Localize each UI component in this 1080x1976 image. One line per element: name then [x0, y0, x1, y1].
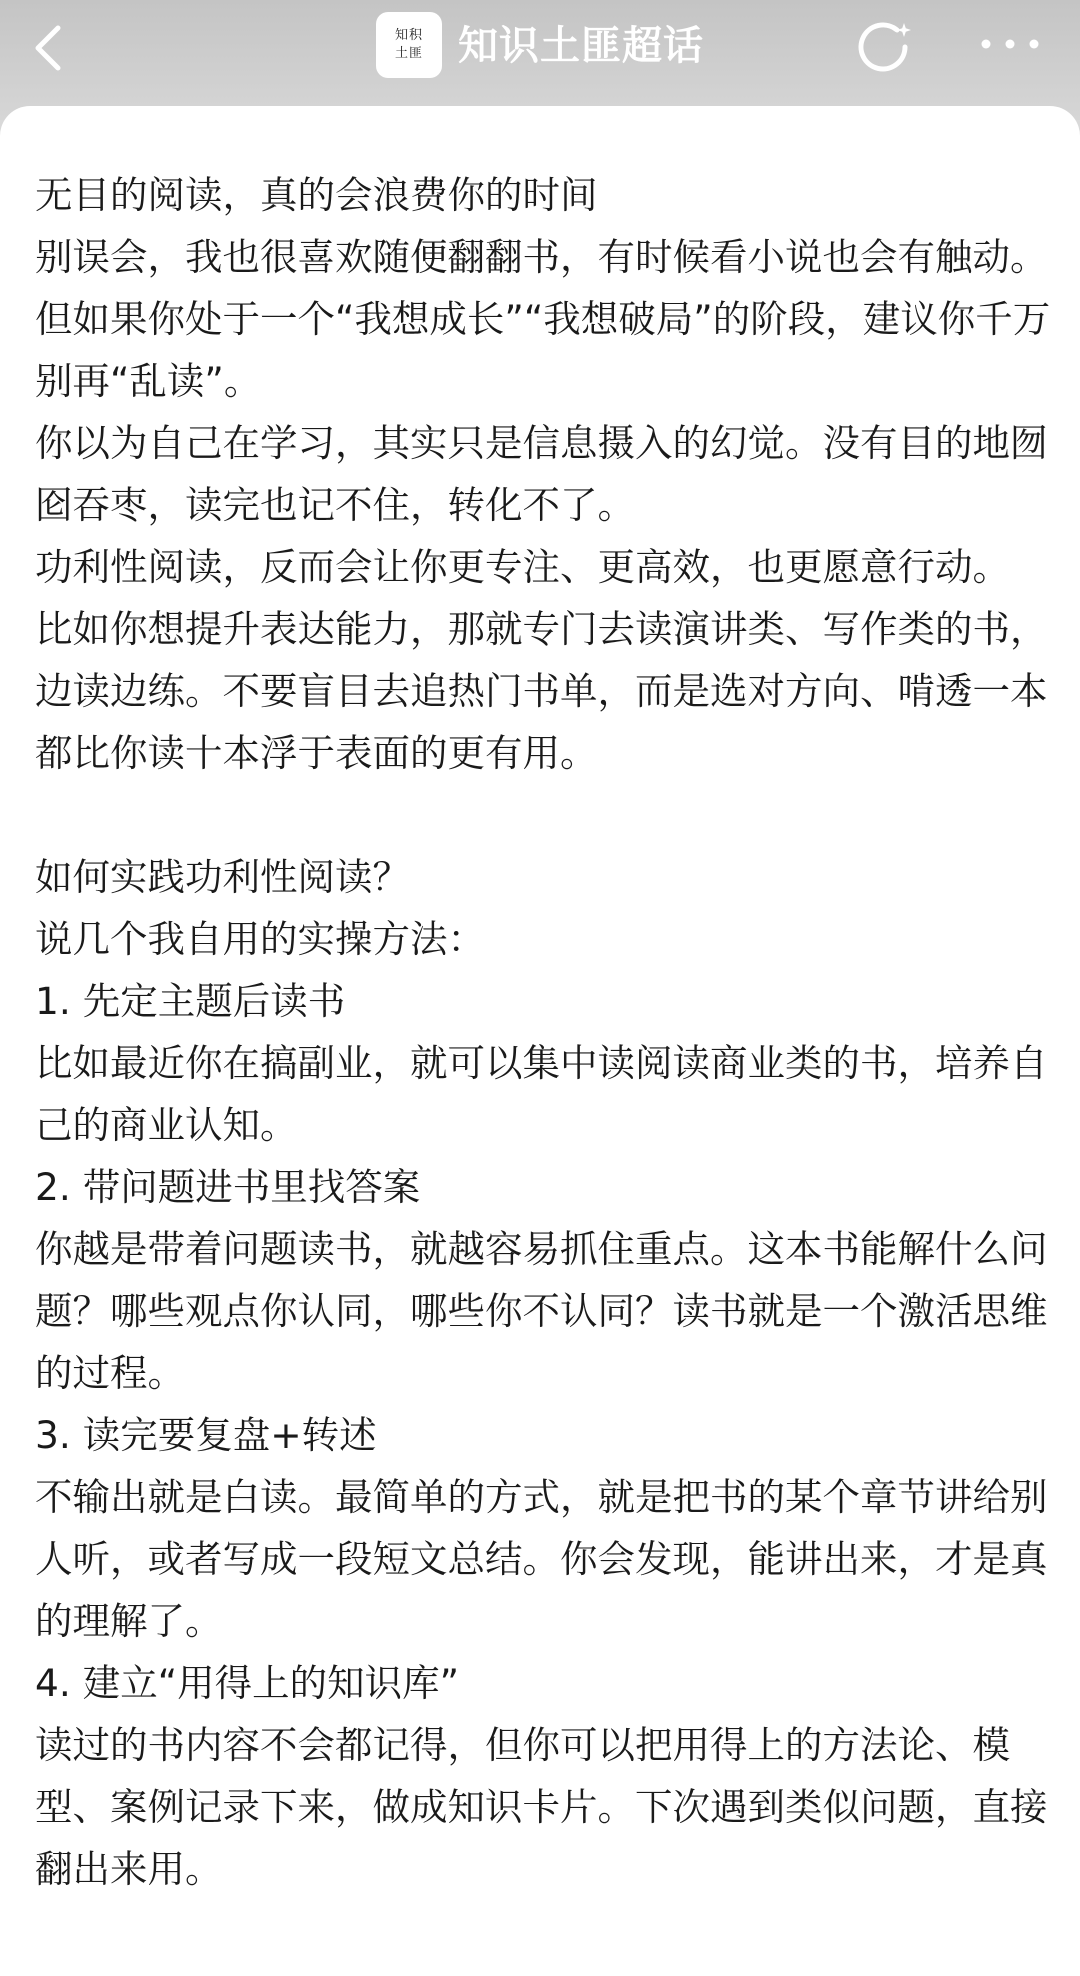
chevron-left-icon: [22, 18, 82, 78]
more-dots-icon: [976, 28, 1044, 60]
more-button[interactable]: [976, 28, 1044, 60]
refresh-icon: [852, 16, 914, 78]
topic-avatar[interactable]: [376, 12, 442, 78]
avatar-text-top: 知积: [394, 28, 423, 43]
top-bar: [0, 0, 1080, 120]
page-title[interactable]: 知识土匪超话: [458, 23, 704, 69]
post-content: [0, 106, 1080, 1976]
refresh-button[interactable]: [852, 16, 914, 78]
back-button[interactable]: [22, 18, 82, 78]
avatar-text-bottom: 土匪: [394, 46, 423, 61]
post-body-text: 无目的阅读，真的会浪费你的时间 别误会，我也很喜欢随便翻翻书，有时候看小说也会有触动。但如果你处于一个“我想成长”“我想破局”的阶段，建议你千万别再“乱读”。 你以为自己在学习，其实只是信息摄入的幻觉。没有目的地囫囵吞枣，读完也记不住，转化不了。 功利性阅读，反而会让你更专注、更高效，也更愿意行动。 比如你想提升表达能力，那就专门去读演讲类、写作类的书，边读边练。不要盲目去追热门书单，而是选对方向、啃透一本都比你读十本浮于表面的更有用。 如何实践功利性阅读？ 说几个我自用的实操方法： 1. 先定主题后读书 比如最近你在搞副业，就可以集中读阅读商业类的书，培养自己的商业认知。 2. 带问题进书里找答案 你越是带着问题读书，就越容易抓住重点。这本书能解什么问题？哪些观点你认同，哪些你不认同？读书就是一个激活思维的过程。 3. 读完要复盘+转述 不输出就是白读。最简单的方式，就是把书的某个章节讲给别人听，或者写成一段短文总结。你会发现，能讲出来，才是真的理解了。 4. 建立“用得上的知识库” 读过的书内容不会都记得，但你可以把用得上的方法论、模型、案例记录下来，做成知识卡片。下次遇到类似问题，直接翻出来用。: [35, 173, 1051, 1891]
